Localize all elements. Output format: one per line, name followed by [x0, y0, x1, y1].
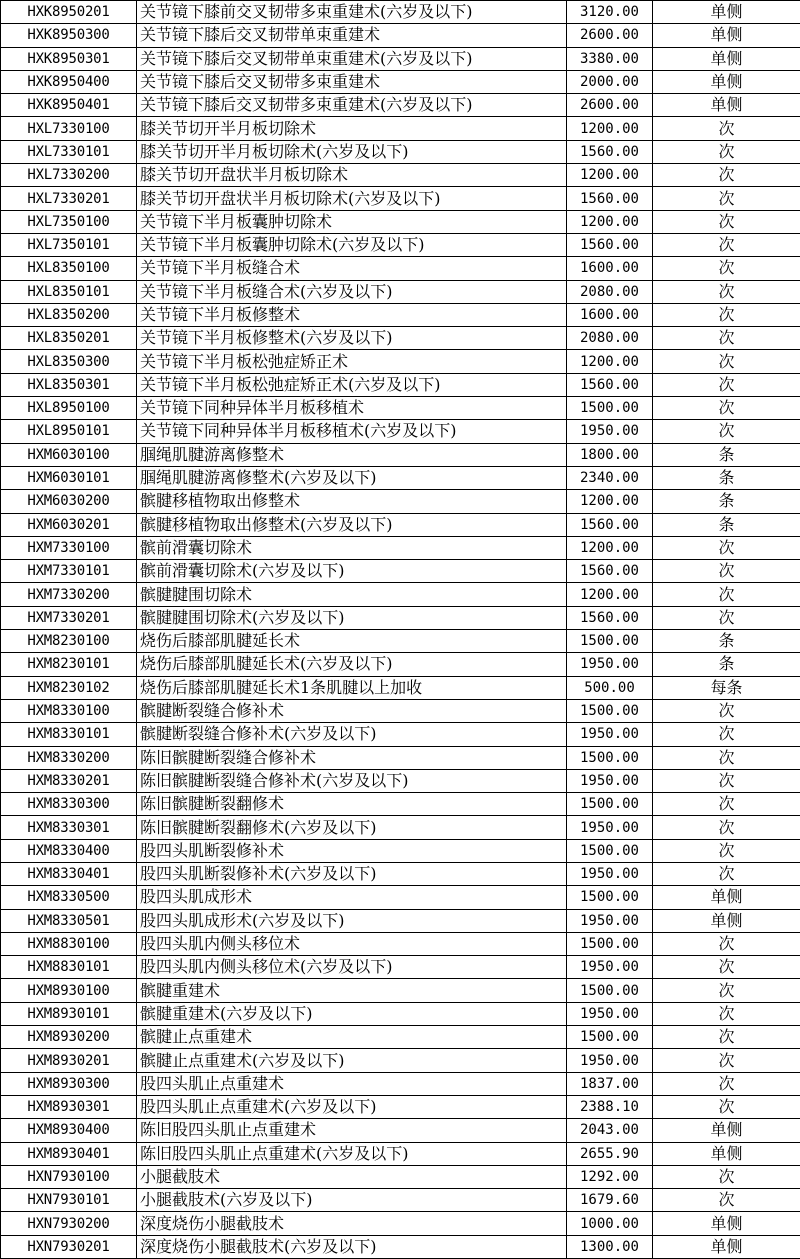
table-row: [1, 420, 800, 443]
code-cell: HXL7330100: [1, 117, 137, 140]
price-cell: 2388.10: [567, 1095, 653, 1118]
name-cell: 髌腱重建术(六岁及以下): [137, 1002, 567, 1025]
name-cell: 关节镜下膝后交叉韧带单束重建术(六岁及以下): [137, 47, 567, 70]
price-cell: 1560.00: [567, 606, 653, 629]
code-cell: HXM8230101: [1, 653, 137, 676]
unit-cell: 次: [653, 979, 800, 1002]
table-row: [1, 886, 800, 909]
table-row: [1, 397, 800, 420]
unit-cell: 次: [653, 536, 800, 559]
unit-cell: 次: [653, 187, 800, 210]
table-row: [1, 956, 800, 979]
price-cell: 1800.00: [567, 443, 653, 466]
name-cell: 关节镜下膝后交叉韧带多束重建术: [137, 70, 567, 93]
code-cell: HXM8230102: [1, 676, 137, 699]
unit-cell: 条: [653, 513, 800, 536]
name-cell: 髌前滑囊切除术: [137, 536, 567, 559]
code-cell: HXM8330500: [1, 886, 137, 909]
table-row: [1, 140, 800, 163]
unit-cell: 次: [653, 793, 800, 816]
code-cell: HXM8930100: [1, 979, 137, 1002]
table-row: [1, 630, 800, 653]
price-cell: 1560.00: [567, 560, 653, 583]
code-cell: HXL7330101: [1, 140, 137, 163]
unit-cell: 次: [653, 1049, 800, 1072]
name-cell: 烧伤后膝部肌腱延长术1条肌腱以上加收: [137, 676, 567, 699]
table-row: [1, 443, 800, 466]
unit-cell: 单侧: [653, 24, 800, 47]
table-row: [1, 47, 800, 70]
name-cell: 陈旧髌腱断裂缝合修补术(六岁及以下): [137, 769, 567, 792]
unit-cell: 单侧: [653, 1, 800, 24]
code-cell: HXK8950201: [1, 1, 137, 24]
name-cell: 烧伤后膝部肌腱延长术(六岁及以下): [137, 653, 567, 676]
code-cell: HXM7330201: [1, 606, 137, 629]
code-cell: HXN7930100: [1, 1165, 137, 1188]
name-cell: 深度烧伤小腿截肢术(六岁及以下): [137, 1235, 567, 1258]
name-cell: 关节镜下半月板松弛症矫正术: [137, 350, 567, 373]
table-row: [1, 1, 800, 24]
price-cell: 1600.00: [567, 303, 653, 326]
name-cell: 腘绳肌腱游离修整术(六岁及以下): [137, 466, 567, 489]
unit-cell: 单侧: [653, 47, 800, 70]
code-cell: HXL7350101: [1, 233, 137, 256]
code-cell: HXM8230100: [1, 630, 137, 653]
table-row: [1, 676, 800, 699]
table-row: [1, 560, 800, 583]
code-cell: HXL8350301: [1, 373, 137, 396]
name-cell: 关节镜下半月板囊肿切除术: [137, 210, 567, 233]
code-cell: HXM8330200: [1, 746, 137, 769]
unit-cell: 次: [653, 233, 800, 256]
name-cell: 关节镜下膝后交叉韧带单束重建术: [137, 24, 567, 47]
code-cell: HXK8950401: [1, 94, 137, 117]
code-cell: HXM8930401: [1, 1142, 137, 1165]
table-row: [1, 350, 800, 373]
name-cell: 髌腱重建术: [137, 979, 567, 1002]
unit-cell: 次: [653, 1026, 800, 1049]
unit-cell: 次: [653, 583, 800, 606]
unit-cell: 次: [653, 1095, 800, 1118]
table-row: [1, 932, 800, 955]
unit-cell: 次: [653, 303, 800, 326]
price-cell: 1200.00: [567, 490, 653, 513]
price-cell: 2600.00: [567, 24, 653, 47]
price-cell: 1500.00: [567, 746, 653, 769]
table-row: [1, 303, 800, 326]
name-cell: 关节镜下半月板修整术: [137, 303, 567, 326]
table-row: [1, 70, 800, 93]
name-cell: 关节镜下半月板缝合术: [137, 257, 567, 280]
price-cell: 1000.00: [567, 1212, 653, 1235]
table-row: [1, 94, 800, 117]
price-cell: 2000.00: [567, 70, 653, 93]
name-cell: 髌前滑囊切除术(六岁及以下): [137, 560, 567, 583]
code-cell: HXM8830100: [1, 932, 137, 955]
unit-cell: 次: [653, 210, 800, 233]
name-cell: 髌腱断裂缝合修补术: [137, 699, 567, 722]
name-cell: 膝关节切开半月板切除术(六岁及以下): [137, 140, 567, 163]
price-cell: 2080.00: [567, 280, 653, 303]
code-cell: HXM6030100: [1, 443, 137, 466]
price-cell: 3120.00: [567, 1, 653, 24]
table-row: [1, 746, 800, 769]
unit-cell: 条: [653, 466, 800, 489]
code-cell: HXM8930300: [1, 1072, 137, 1095]
price-cell: 1500.00: [567, 699, 653, 722]
code-cell: HXM8930400: [1, 1119, 137, 1142]
name-cell: 关节镜下半月板囊肿切除术(六岁及以下): [137, 233, 567, 256]
price-cell: 1500.00: [567, 839, 653, 862]
price-cell: 1200.00: [567, 583, 653, 606]
table-row: [1, 1165, 800, 1188]
code-cell: HXK8950301: [1, 47, 137, 70]
table-row: [1, 210, 800, 233]
code-cell: HXM8930101: [1, 1002, 137, 1025]
table-row: [1, 1189, 800, 1212]
unit-cell: 次: [653, 606, 800, 629]
table-row: [1, 862, 800, 885]
price-cell: 1200.00: [567, 536, 653, 559]
name-cell: 髌腱止点重建术(六岁及以下): [137, 1049, 567, 1072]
code-cell: HXM8330101: [1, 723, 137, 746]
table-row: [1, 1049, 800, 1072]
code-cell: HXL8950100: [1, 397, 137, 420]
unit-cell: 次: [653, 723, 800, 746]
price-cell: 1950.00: [567, 816, 653, 839]
name-cell: 髌腱腱围切除术(六岁及以下): [137, 606, 567, 629]
code-cell: HXL8350101: [1, 280, 137, 303]
unit-cell: 次: [653, 862, 800, 885]
table-row: [1, 653, 800, 676]
unit-cell: 每条: [653, 676, 800, 699]
unit-cell: 条: [653, 490, 800, 513]
name-cell: 腘绳肌腱游离修整术: [137, 443, 567, 466]
unit-cell: 次: [653, 164, 800, 187]
table-row: [1, 979, 800, 1002]
name-cell: 关节镜下半月板修整术(六岁及以下): [137, 327, 567, 350]
code-cell: HXL8350201: [1, 327, 137, 350]
price-cell: 1560.00: [567, 187, 653, 210]
unit-cell: 单侧: [653, 1235, 800, 1258]
unit-cell: 次: [653, 117, 800, 140]
code-cell: HXM8330201: [1, 769, 137, 792]
name-cell: 陈旧股四头肌止点重建术(六岁及以下): [137, 1142, 567, 1165]
unit-cell: 次: [653, 816, 800, 839]
name-cell: 陈旧股四头肌止点重建术: [137, 1119, 567, 1142]
code-cell: HXM8930201: [1, 1049, 137, 1072]
price-cell: 1950.00: [567, 1049, 653, 1072]
code-cell: HXK8950300: [1, 24, 137, 47]
table-row: [1, 793, 800, 816]
name-cell: 深度烧伤小腿截肢术: [137, 1212, 567, 1235]
unit-cell: 单侧: [653, 1119, 800, 1142]
table-row: [1, 1142, 800, 1165]
code-cell: HXL8350100: [1, 257, 137, 280]
code-cell: HXM7330100: [1, 536, 137, 559]
unit-cell: 次: [653, 140, 800, 163]
unit-cell: 次: [653, 327, 800, 350]
price-cell: 500.00: [567, 676, 653, 699]
table-row: [1, 1002, 800, 1025]
code-cell: HXL7350100: [1, 210, 137, 233]
unit-cell: 条: [653, 443, 800, 466]
unit-cell: 次: [653, 746, 800, 769]
table-row: [1, 373, 800, 396]
unit-cell: 次: [653, 280, 800, 303]
table-row: [1, 513, 800, 536]
table-row: [1, 1072, 800, 1095]
price-cell: 1600.00: [567, 257, 653, 280]
code-cell: HXL8350200: [1, 303, 137, 326]
code-cell: HXM8930301: [1, 1095, 137, 1118]
name-cell: 关节镜下同种异体半月板移植术: [137, 397, 567, 420]
table-row: [1, 233, 800, 256]
price-cell: 2600.00: [567, 94, 653, 117]
unit-cell: 单侧: [653, 70, 800, 93]
unit-cell: 单侧: [653, 1212, 800, 1235]
code-cell: HXM6030101: [1, 466, 137, 489]
name-cell: 小腿截肢术(六岁及以下): [137, 1189, 567, 1212]
name-cell: 膝关节切开半月板切除术: [137, 117, 567, 140]
name-cell: 股四头肌内侧头移位术: [137, 932, 567, 955]
code-cell: HXN7930201: [1, 1235, 137, 1258]
code-cell: HXM8330401: [1, 862, 137, 885]
code-cell: HXM8330501: [1, 909, 137, 932]
name-cell: 髌腱移植物取出修整术: [137, 490, 567, 513]
price-cell: 1560.00: [567, 233, 653, 256]
code-cell: HXN7930101: [1, 1189, 137, 1212]
price-cell: 1500.00: [567, 979, 653, 1002]
name-cell: 关节镜下半月板缝合术(六岁及以下): [137, 280, 567, 303]
price-cell: 2340.00: [567, 466, 653, 489]
table-row: [1, 280, 800, 303]
table-row: [1, 909, 800, 932]
code-cell: HXM8930200: [1, 1026, 137, 1049]
price-cell: 1950.00: [567, 653, 653, 676]
name-cell: 股四头肌成形术(六岁及以下): [137, 909, 567, 932]
price-cell: 1950.00: [567, 420, 653, 443]
name-cell: 膝关节切开盘状半月板切除术: [137, 164, 567, 187]
price-cell: 1200.00: [567, 350, 653, 373]
table-row: [1, 536, 800, 559]
name-cell: 陈旧髌腱断裂翻修术: [137, 793, 567, 816]
price-cell: 1200.00: [567, 117, 653, 140]
code-cell: HXM7330200: [1, 583, 137, 606]
unit-cell: 单侧: [653, 94, 800, 117]
price-cell: 2043.00: [567, 1119, 653, 1142]
unit-cell: 次: [653, 1072, 800, 1095]
code-cell: HXM8330100: [1, 699, 137, 722]
name-cell: 髌腱止点重建术: [137, 1026, 567, 1049]
name-cell: 陈旧髌腱断裂翻修术(六岁及以下): [137, 816, 567, 839]
price-cell: 1500.00: [567, 397, 653, 420]
table-row: [1, 699, 800, 722]
price-cell: 1950.00: [567, 909, 653, 932]
unit-cell: 次: [653, 956, 800, 979]
table-row: [1, 583, 800, 606]
table-row: [1, 466, 800, 489]
code-cell: HXM7330101: [1, 560, 137, 583]
table-row: [1, 1235, 800, 1258]
name-cell: 关节镜下同种异体半月板移植术(六岁及以下): [137, 420, 567, 443]
table-row: [1, 24, 800, 47]
unit-cell: 条: [653, 630, 800, 653]
unit-cell: 次: [653, 1002, 800, 1025]
price-cell: 1500.00: [567, 630, 653, 653]
unit-cell: 条: [653, 653, 800, 676]
code-cell: HXL8950101: [1, 420, 137, 443]
price-cell: 1950.00: [567, 862, 653, 885]
table-row: [1, 1212, 800, 1235]
price-cell: 1500.00: [567, 932, 653, 955]
price-cell: 1950.00: [567, 723, 653, 746]
name-cell: 小腿截肢术: [137, 1165, 567, 1188]
price-cell: 1560.00: [567, 373, 653, 396]
table-row: [1, 839, 800, 862]
code-cell: HXM6030201: [1, 513, 137, 536]
table-row: [1, 164, 800, 187]
unit-cell: 次: [653, 420, 800, 443]
unit-cell: 次: [653, 1165, 800, 1188]
unit-cell: 次: [653, 257, 800, 280]
unit-cell: 次: [653, 373, 800, 396]
table-row: [1, 117, 800, 140]
name-cell: 关节镜下膝后交叉韧带多束重建术(六岁及以下): [137, 94, 567, 117]
name-cell: 陈旧髌腱断裂缝合修补术: [137, 746, 567, 769]
name-cell: 髌腱腱围切除术: [137, 583, 567, 606]
price-cell: 2655.90: [567, 1142, 653, 1165]
price-cell: 1292.00: [567, 1165, 653, 1188]
price-cell: 1560.00: [567, 513, 653, 536]
table-row: [1, 769, 800, 792]
code-cell: HXM8330300: [1, 793, 137, 816]
price-cell: 1560.00: [567, 140, 653, 163]
table-row: [1, 723, 800, 746]
table-row: [1, 490, 800, 513]
name-cell: 膝关节切开盘状半月板切除术(六岁及以下): [137, 187, 567, 210]
name-cell: 髌腱移植物取出修整术(六岁及以下): [137, 513, 567, 536]
table-row: [1, 816, 800, 839]
price-cell: 1950.00: [567, 769, 653, 792]
unit-cell: 单侧: [653, 909, 800, 932]
price-cell: 3380.00: [567, 47, 653, 70]
code-cell: HXN7930200: [1, 1212, 137, 1235]
table-row: [1, 187, 800, 210]
price-cell: 1500.00: [567, 886, 653, 909]
name-cell: 股四头肌内侧头移位术(六岁及以下): [137, 956, 567, 979]
table-row: [1, 257, 800, 280]
price-cell: 1500.00: [567, 1026, 653, 1049]
unit-cell: 单侧: [653, 1142, 800, 1165]
table-row: [1, 1119, 800, 1142]
unit-cell: 次: [653, 932, 800, 955]
price-table-body: [1, 1, 800, 1259]
unit-cell: 单侧: [653, 886, 800, 909]
price-cell: 1200.00: [567, 210, 653, 233]
name-cell: 股四头肌断裂修补术: [137, 839, 567, 862]
name-cell: 股四头肌止点重建术(六岁及以下): [137, 1095, 567, 1118]
price-cell: 1950.00: [567, 1002, 653, 1025]
price-cell: 1950.00: [567, 956, 653, 979]
name-cell: 关节镜下膝前交叉韧带多束重建术(六岁及以下): [137, 1, 567, 24]
table-row: [1, 1095, 800, 1118]
code-cell: HXL8350300: [1, 350, 137, 373]
price-cell: 1300.00: [567, 1235, 653, 1258]
unit-cell: 次: [653, 769, 800, 792]
price-cell: 1500.00: [567, 793, 653, 816]
name-cell: 股四头肌止点重建术: [137, 1072, 567, 1095]
name-cell: 股四头肌成形术: [137, 886, 567, 909]
price-cell: 1200.00: [567, 164, 653, 187]
code-cell: HXL7330201: [1, 187, 137, 210]
name-cell: 髌腱断裂缝合修补术(六岁及以下): [137, 723, 567, 746]
unit-cell: 次: [653, 839, 800, 862]
price-cell: 1837.00: [567, 1072, 653, 1095]
unit-cell: 次: [653, 560, 800, 583]
table-row: [1, 1026, 800, 1049]
unit-cell: 次: [653, 350, 800, 373]
name-cell: 股四头肌断裂修补术(六岁及以下): [137, 862, 567, 885]
price-cell: 1679.60: [567, 1189, 653, 1212]
code-cell: HXM8830101: [1, 956, 137, 979]
code-cell: HXM8330301: [1, 816, 137, 839]
unit-cell: 次: [653, 1189, 800, 1212]
code-cell: HXM6030200: [1, 490, 137, 513]
code-cell: HXM8330400: [1, 839, 137, 862]
table-row: [1, 606, 800, 629]
code-cell: HXL7330200: [1, 164, 137, 187]
price-cell: 2080.00: [567, 327, 653, 350]
code-cell: HXK8950400: [1, 70, 137, 93]
unit-cell: 次: [653, 699, 800, 722]
name-cell: 关节镜下半月板松弛症矫正术(六岁及以下): [137, 373, 567, 396]
unit-cell: 次: [653, 397, 800, 420]
name-cell: 烧伤后膝部肌腱延长术: [137, 630, 567, 653]
table-row: [1, 327, 800, 350]
